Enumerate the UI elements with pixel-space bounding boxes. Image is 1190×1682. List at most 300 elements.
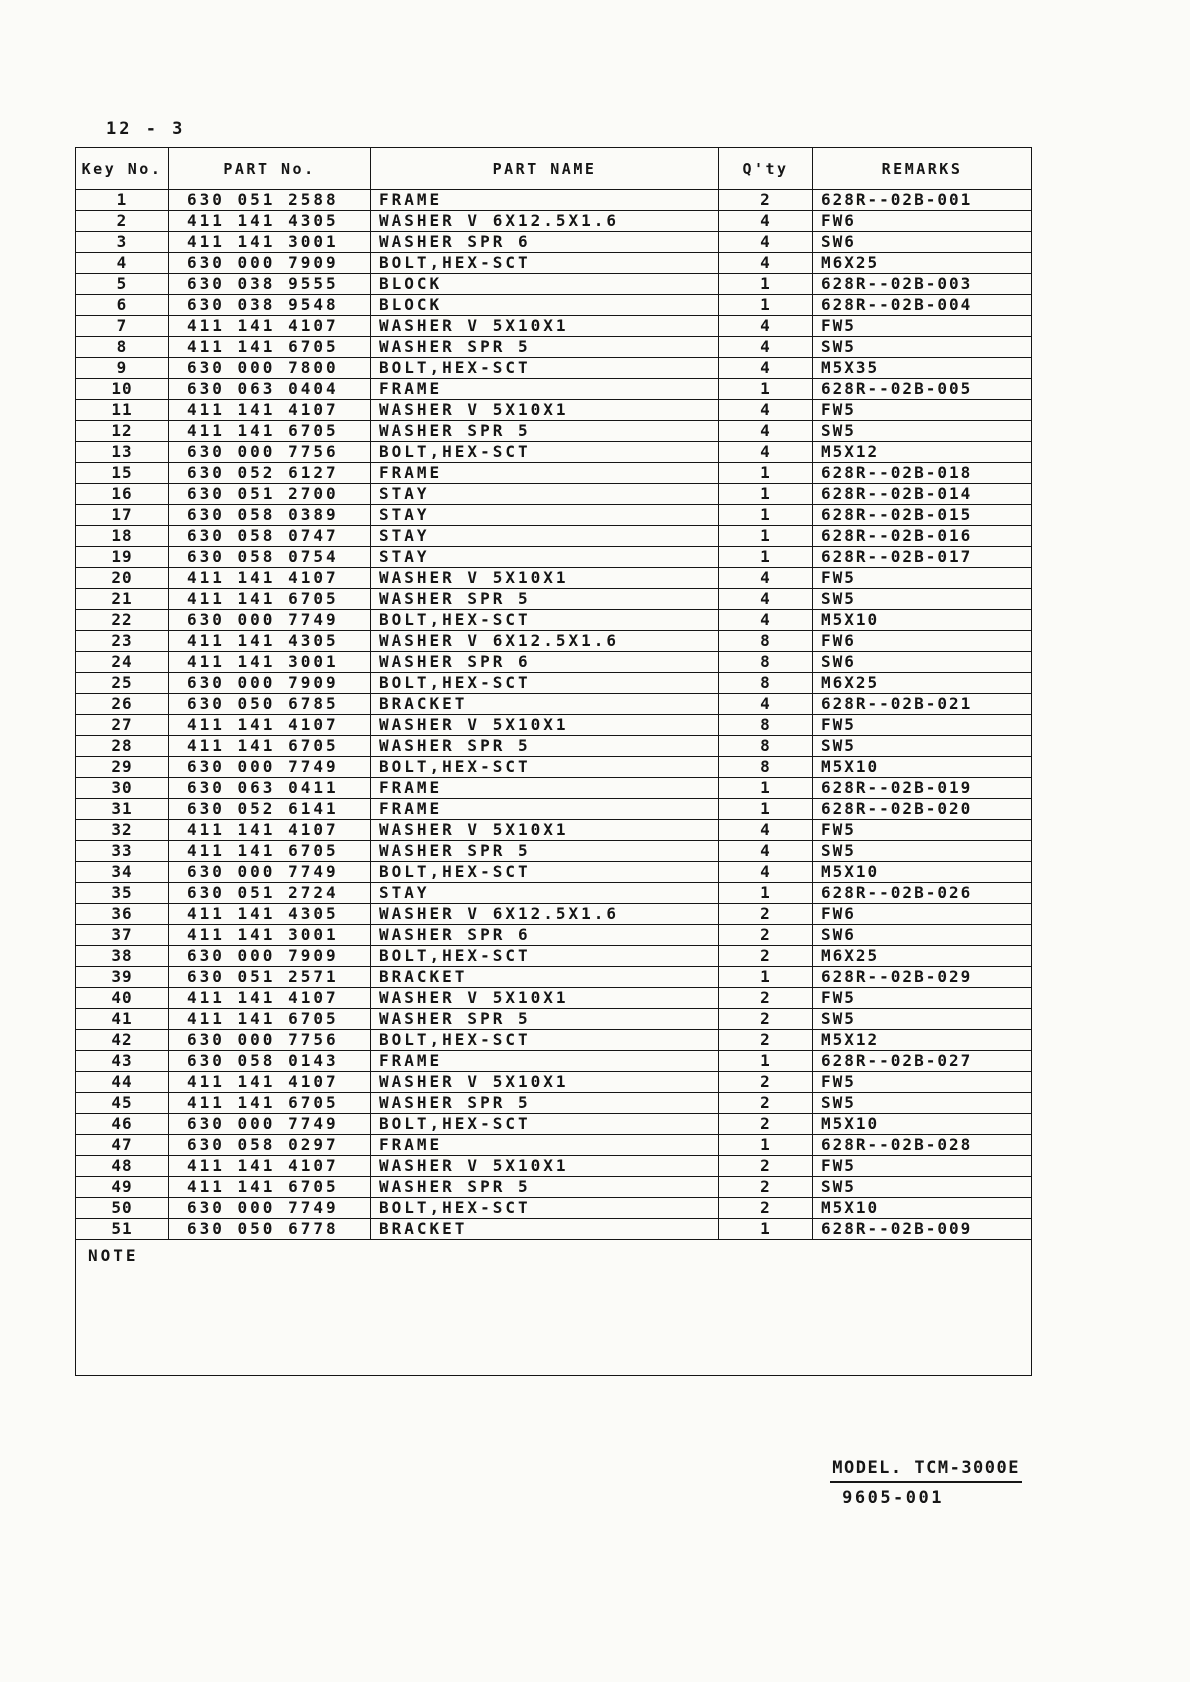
table-row	[76, 190, 1032, 211]
header-part-name: PART NAME	[371, 148, 719, 190]
header-remarks: REMARKS	[813, 148, 1032, 190]
part-name-cell: STAY	[371, 484, 719, 505]
table-row	[76, 400, 1032, 421]
key-no-cell: 30	[76, 778, 169, 799]
table-row	[76, 715, 1032, 736]
table-row	[76, 652, 1032, 673]
key-no-cell: 41	[76, 1009, 169, 1030]
qty-cell: 2	[719, 1093, 813, 1114]
model-label: MODEL. TCM-3000E	[830, 1458, 1022, 1483]
qty-cell: 2	[719, 1198, 813, 1219]
remarks-cell: FW6	[813, 211, 1032, 232]
header-row	[76, 148, 1032, 190]
table-row	[76, 883, 1032, 904]
qty-cell: 1	[719, 484, 813, 505]
qty-cell: 1	[719, 883, 813, 904]
part-name-cell: BOLT,HEX-SCT	[371, 610, 719, 631]
part-no-cell: 411 141 4305	[169, 904, 371, 925]
qty-cell: 2	[719, 1009, 813, 1030]
part-name-cell: WASHER V 6X12.5X1.6	[371, 631, 719, 652]
part-name-cell: BOLT,HEX-SCT	[371, 1114, 719, 1135]
part-no-cell: 411 141 6705	[169, 1093, 371, 1114]
qty-cell: 1	[719, 778, 813, 799]
key-no-cell: 43	[76, 1051, 169, 1072]
part-name-cell: BRACKET	[371, 694, 719, 715]
qty-cell: 4	[719, 400, 813, 421]
part-name-cell: WASHER V 6X12.5X1.6	[371, 211, 719, 232]
part-no-cell: 630 058 0754	[169, 547, 371, 568]
remarks-cell: M6X25	[813, 673, 1032, 694]
part-name-cell: WASHER SPR 6	[371, 652, 719, 673]
qty-cell: 2	[719, 1177, 813, 1198]
remarks-cell: FW5	[813, 316, 1032, 337]
part-name-cell: BOLT,HEX-SCT	[371, 673, 719, 694]
part-no-cell: 630 000 7909	[169, 946, 371, 967]
part-name-cell: BOLT,HEX-SCT	[371, 946, 719, 967]
remarks-cell: FW6	[813, 904, 1032, 925]
remarks-cell: 628R--02B-003	[813, 274, 1032, 295]
part-no-cell: 411 141 6705	[169, 589, 371, 610]
key-no-cell: 18	[76, 526, 169, 547]
key-no-cell: 4	[76, 253, 169, 274]
table-row	[76, 841, 1032, 862]
part-name-cell: WASHER V 5X10X1	[371, 316, 719, 337]
key-no-cell: 33	[76, 841, 169, 862]
part-no-cell: 411 141 4305	[169, 211, 371, 232]
qty-cell: 4	[719, 841, 813, 862]
remarks-cell: 628R--02B-020	[813, 799, 1032, 820]
part-name-cell: WASHER V 5X10X1	[371, 400, 719, 421]
remarks-cell: 628R--02B-015	[813, 505, 1032, 526]
part-no-cell: 411 141 6705	[169, 736, 371, 757]
remarks-cell: SW5	[813, 1177, 1032, 1198]
part-no-cell: 630 000 7749	[169, 1198, 371, 1219]
part-no-cell: 630 051 2724	[169, 883, 371, 904]
key-no-cell: 7	[76, 316, 169, 337]
qty-cell: 4	[719, 232, 813, 253]
remarks-cell: FW6	[813, 631, 1032, 652]
part-name-cell: WASHER SPR 6	[371, 925, 719, 946]
part-no-cell: 411 141 6705	[169, 1177, 371, 1198]
table-row	[76, 421, 1032, 442]
part-no-cell: 411 141 6705	[169, 337, 371, 358]
remarks-cell: SW6	[813, 925, 1032, 946]
part-name-cell: WASHER V 6X12.5X1.6	[371, 904, 719, 925]
qty-cell: 4	[719, 316, 813, 337]
key-no-cell: 49	[76, 1177, 169, 1198]
part-no-cell: 630 000 7749	[169, 1114, 371, 1135]
table-row	[76, 1114, 1032, 1135]
header-key-no: Key No.	[76, 148, 169, 190]
part-name-cell: BRACKET	[371, 967, 719, 988]
doc-number: 9605-001	[842, 1488, 944, 1508]
key-no-cell: 15	[76, 463, 169, 484]
part-name-cell: STAY	[371, 526, 719, 547]
part-no-cell: 411 141 6705	[169, 1009, 371, 1030]
qty-cell: 4	[719, 589, 813, 610]
qty-cell: 4	[719, 862, 813, 883]
note-section	[76, 1240, 1032, 1376]
part-name-cell: WASHER SPR 5	[371, 841, 719, 862]
qty-cell: 4	[719, 337, 813, 358]
part-no-cell: 411 141 4107	[169, 715, 371, 736]
qty-cell: 1	[719, 1219, 813, 1240]
parts-table-header	[76, 148, 1032, 190]
part-no-cell: 630 051 2588	[169, 190, 371, 211]
part-name-cell: STAY	[371, 883, 719, 904]
table-row	[76, 1219, 1032, 1240]
remarks-cell: SW5	[813, 337, 1032, 358]
qty-cell: 8	[719, 631, 813, 652]
part-no-cell: 630 000 7909	[169, 673, 371, 694]
part-name-cell: WASHER SPR 5	[371, 1093, 719, 1114]
remarks-cell: 628R--02B-019	[813, 778, 1032, 799]
remarks-cell: FW5	[813, 988, 1032, 1009]
part-name-cell: FRAME	[371, 778, 719, 799]
remarks-cell: SW6	[813, 232, 1032, 253]
part-name-cell: WASHER SPR 5	[371, 736, 719, 757]
table-row	[76, 505, 1032, 526]
key-no-cell: 11	[76, 400, 169, 421]
part-name-cell: WASHER SPR 5	[371, 337, 719, 358]
part-no-cell: 630 000 7800	[169, 358, 371, 379]
table-row	[76, 253, 1032, 274]
part-no-cell: 630 063 0404	[169, 379, 371, 400]
part-name-cell: WASHER SPR 5	[371, 421, 719, 442]
remarks-cell: FW5	[813, 1156, 1032, 1177]
key-no-cell: 8	[76, 337, 169, 358]
part-name-cell: WASHER V 5X10X1	[371, 988, 719, 1009]
key-no-cell: 28	[76, 736, 169, 757]
header-part-no: PART No.	[169, 148, 371, 190]
part-no-cell: 630 000 7756	[169, 442, 371, 463]
part-name-cell: FRAME	[371, 1051, 719, 1072]
table-row	[76, 1198, 1032, 1219]
part-no-cell: 411 141 4305	[169, 631, 371, 652]
table-row	[76, 463, 1032, 484]
footer	[830, 1458, 1022, 1508]
qty-cell: 4	[719, 442, 813, 463]
qty-cell: 1	[719, 799, 813, 820]
part-no-cell: 630 058 0143	[169, 1051, 371, 1072]
key-no-cell: 10	[76, 379, 169, 400]
table-row	[76, 694, 1032, 715]
remarks-cell: 628R--02B-021	[813, 694, 1032, 715]
qty-cell: 4	[719, 694, 813, 715]
part-no-cell: 411 141 3001	[169, 925, 371, 946]
remarks-cell: M5X10	[813, 862, 1032, 883]
part-name-cell: WASHER SPR 5	[371, 589, 719, 610]
key-no-cell: 19	[76, 547, 169, 568]
qty-cell: 1	[719, 295, 813, 316]
qty-cell: 4	[719, 211, 813, 232]
key-no-cell: 9	[76, 358, 169, 379]
part-name-cell: WASHER SPR 6	[371, 232, 719, 253]
key-no-cell: 17	[76, 505, 169, 526]
table-row	[76, 1135, 1032, 1156]
qty-cell: 2	[719, 1114, 813, 1135]
key-no-cell: 34	[76, 862, 169, 883]
remarks-cell: SW5	[813, 421, 1032, 442]
part-name-cell: WASHER V 5X10X1	[371, 1072, 719, 1093]
table-row	[76, 379, 1032, 400]
qty-cell: 1	[719, 1051, 813, 1072]
qty-cell: 1	[719, 505, 813, 526]
part-name-cell: BOLT,HEX-SCT	[371, 1030, 719, 1051]
part-name-cell: BOLT,HEX-SCT	[371, 862, 719, 883]
table-row	[76, 967, 1032, 988]
header-qty: Q'ty	[719, 148, 813, 190]
part-name-cell: FRAME	[371, 379, 719, 400]
part-no-cell: 630 058 0389	[169, 505, 371, 526]
part-no-cell: 630 038 9555	[169, 274, 371, 295]
key-no-cell: 21	[76, 589, 169, 610]
part-no-cell: 630 058 0297	[169, 1135, 371, 1156]
remarks-cell: FW5	[813, 1072, 1032, 1093]
key-no-cell: 37	[76, 925, 169, 946]
qty-cell: 2	[719, 925, 813, 946]
table-row	[76, 484, 1032, 505]
remarks-cell: 628R--02B-017	[813, 547, 1032, 568]
remarks-cell: M5X12	[813, 442, 1032, 463]
part-no-cell: 630 000 7909	[169, 253, 371, 274]
remarks-cell: 628R--02B-029	[813, 967, 1032, 988]
table-row	[76, 862, 1032, 883]
part-name-cell: FRAME	[371, 463, 719, 484]
key-no-cell: 39	[76, 967, 169, 988]
key-no-cell: 24	[76, 652, 169, 673]
table-row	[76, 904, 1032, 925]
part-no-cell: 630 000 7749	[169, 610, 371, 631]
table-row	[76, 778, 1032, 799]
key-no-cell: 44	[76, 1072, 169, 1093]
table-row	[76, 526, 1032, 547]
key-no-cell: 45	[76, 1093, 169, 1114]
part-no-cell: 411 141 3001	[169, 232, 371, 253]
part-no-cell: 411 141 4107	[169, 316, 371, 337]
key-no-cell: 46	[76, 1114, 169, 1135]
key-no-cell: 31	[76, 799, 169, 820]
part-no-cell: 411 141 6705	[169, 421, 371, 442]
page-number: 12 - 3	[106, 119, 186, 139]
table-row	[76, 547, 1032, 568]
table-row	[76, 799, 1032, 820]
key-no-cell: 2	[76, 211, 169, 232]
table-row	[76, 1051, 1032, 1072]
remarks-cell: SW6	[813, 652, 1032, 673]
key-no-cell: 29	[76, 757, 169, 778]
table-row	[76, 820, 1032, 841]
key-no-cell: 40	[76, 988, 169, 1009]
table-row	[76, 610, 1032, 631]
part-no-cell: 630 000 7749	[169, 757, 371, 778]
parts-table	[75, 147, 1032, 1376]
table-row	[76, 988, 1032, 1009]
qty-cell: 8	[719, 673, 813, 694]
part-no-cell: 630 052 6127	[169, 463, 371, 484]
key-no-cell: 3	[76, 232, 169, 253]
table-row	[76, 589, 1032, 610]
part-name-cell: FRAME	[371, 799, 719, 820]
key-no-cell: 6	[76, 295, 169, 316]
qty-cell: 4	[719, 568, 813, 589]
remarks-cell: FW5	[813, 715, 1032, 736]
part-name-cell: STAY	[371, 505, 719, 526]
table-row	[76, 1177, 1032, 1198]
part-name-cell: BOLT,HEX-SCT	[371, 358, 719, 379]
part-no-cell: 411 141 4107	[169, 1156, 371, 1177]
remarks-cell: SW5	[813, 1093, 1032, 1114]
key-no-cell: 35	[76, 883, 169, 904]
qty-cell: 8	[719, 736, 813, 757]
key-no-cell: 32	[76, 820, 169, 841]
part-name-cell: WASHER SPR 5	[371, 1177, 719, 1198]
remarks-cell: 628R--02B-001	[813, 190, 1032, 211]
table-row	[76, 442, 1032, 463]
part-no-cell: 630 051 2571	[169, 967, 371, 988]
qty-cell: 2	[719, 190, 813, 211]
qty-cell: 1	[719, 379, 813, 400]
remarks-cell: SW5	[813, 736, 1032, 757]
qty-cell: 1	[719, 463, 813, 484]
table-row	[76, 946, 1032, 967]
part-name-cell: BOLT,HEX-SCT	[371, 1198, 719, 1219]
table-row	[76, 568, 1032, 589]
qty-cell: 2	[719, 904, 813, 925]
part-name-cell: BOLT,HEX-SCT	[371, 442, 719, 463]
remarks-cell: FW5	[813, 400, 1032, 421]
qty-cell: 4	[719, 358, 813, 379]
qty-cell: 1	[719, 1135, 813, 1156]
table-row	[76, 736, 1032, 757]
key-no-cell: 36	[76, 904, 169, 925]
part-no-cell: 630 051 2700	[169, 484, 371, 505]
key-no-cell: 48	[76, 1156, 169, 1177]
table-row	[76, 211, 1032, 232]
key-no-cell: 26	[76, 694, 169, 715]
qty-cell: 4	[719, 253, 813, 274]
remarks-cell: FW5	[813, 568, 1032, 589]
part-no-cell: 630 050 6785	[169, 694, 371, 715]
remarks-cell: 628R--02B-026	[813, 883, 1032, 904]
part-no-cell: 630 050 6778	[169, 1219, 371, 1240]
part-name-cell: WASHER V 5X10X1	[371, 715, 719, 736]
part-name-cell: BRACKET	[371, 1219, 719, 1240]
qty-cell: 2	[719, 1072, 813, 1093]
qty-cell: 8	[719, 715, 813, 736]
part-no-cell: 630 058 0747	[169, 526, 371, 547]
qty-cell: 8	[719, 652, 813, 673]
key-no-cell: 38	[76, 946, 169, 967]
remarks-cell: 628R--02B-018	[813, 463, 1032, 484]
key-no-cell: 16	[76, 484, 169, 505]
table-row	[76, 1030, 1032, 1051]
table-row	[76, 631, 1032, 652]
remarks-cell: SW5	[813, 589, 1032, 610]
key-no-cell: 27	[76, 715, 169, 736]
key-no-cell: 42	[76, 1030, 169, 1051]
qty-cell: 1	[719, 526, 813, 547]
remarks-cell: M5X10	[813, 1114, 1032, 1135]
remarks-cell: 628R--02B-009	[813, 1219, 1032, 1240]
table-row	[76, 316, 1032, 337]
key-no-cell: 22	[76, 610, 169, 631]
remarks-cell: M6X25	[813, 253, 1032, 274]
part-no-cell: 411 141 4107	[169, 988, 371, 1009]
part-name-cell: BLOCK	[371, 295, 719, 316]
qty-cell: 4	[719, 610, 813, 631]
part-name-cell: FRAME	[371, 190, 719, 211]
table-row	[76, 1093, 1032, 1114]
qty-cell: 4	[719, 820, 813, 841]
note-row	[76, 1240, 1032, 1376]
qty-cell: 1	[719, 274, 813, 295]
part-name-cell: WASHER SPR 5	[371, 1009, 719, 1030]
remarks-cell: 628R--02B-014	[813, 484, 1032, 505]
table-row	[76, 337, 1032, 358]
part-no-cell: 630 038 9548	[169, 295, 371, 316]
remarks-cell: 628R--02B-016	[813, 526, 1032, 547]
table-row	[76, 274, 1032, 295]
qty-cell: 1	[719, 967, 813, 988]
note-label: NOTE	[76, 1240, 1032, 1376]
part-name-cell: BOLT,HEX-SCT	[371, 757, 719, 778]
part-name-cell: WASHER V 5X10X1	[371, 1156, 719, 1177]
table-row	[76, 232, 1032, 253]
part-no-cell: 630 052 6141	[169, 799, 371, 820]
table-row	[76, 925, 1032, 946]
part-name-cell: BLOCK	[371, 274, 719, 295]
remarks-cell: M5X35	[813, 358, 1032, 379]
remarks-cell: M5X10	[813, 1198, 1032, 1219]
part-no-cell: 411 141 4107	[169, 568, 371, 589]
qty-cell: 2	[719, 946, 813, 967]
key-no-cell: 50	[76, 1198, 169, 1219]
remarks-cell: 628R--02B-004	[813, 295, 1032, 316]
qty-cell: 2	[719, 1030, 813, 1051]
remarks-cell: SW5	[813, 841, 1032, 862]
table-row	[76, 295, 1032, 316]
part-no-cell: 630 063 0411	[169, 778, 371, 799]
remarks-cell: M5X10	[813, 610, 1032, 631]
qty-cell: 4	[719, 421, 813, 442]
qty-cell: 1	[719, 547, 813, 568]
part-name-cell: STAY	[371, 547, 719, 568]
remarks-cell: 628R--02B-028	[813, 1135, 1032, 1156]
qty-cell: 2	[719, 988, 813, 1009]
remarks-cell: M5X10	[813, 757, 1032, 778]
remarks-cell: 628R--02B-027	[813, 1051, 1032, 1072]
part-no-cell: 411 141 4107	[169, 820, 371, 841]
key-no-cell: 20	[76, 568, 169, 589]
key-no-cell: 1	[76, 190, 169, 211]
key-no-cell: 51	[76, 1219, 169, 1240]
table-row	[76, 1009, 1032, 1030]
part-no-cell: 630 000 7756	[169, 1030, 371, 1051]
qty-cell: 8	[719, 757, 813, 778]
key-no-cell: 23	[76, 631, 169, 652]
table-row	[76, 1072, 1032, 1093]
key-no-cell: 5	[76, 274, 169, 295]
part-no-cell: 411 141 3001	[169, 652, 371, 673]
part-name-cell: BOLT,HEX-SCT	[371, 253, 719, 274]
key-no-cell: 25	[76, 673, 169, 694]
table-row	[76, 757, 1032, 778]
part-no-cell: 630 000 7749	[169, 862, 371, 883]
key-no-cell: 13	[76, 442, 169, 463]
table-row	[76, 358, 1032, 379]
part-name-cell: WASHER V 5X10X1	[371, 568, 719, 589]
